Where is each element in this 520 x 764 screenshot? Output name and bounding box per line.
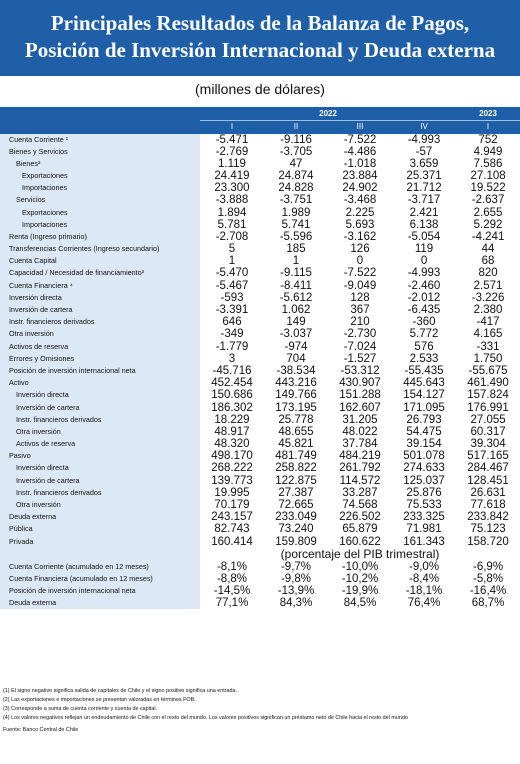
row-value: 150.686 [200,389,264,401]
row-value: 5.781 [200,219,264,231]
row-value: 54.475 [392,426,456,438]
row-value: 27.055 [456,414,520,426]
row-value: 48.655 [264,426,328,438]
row-value: 185 [264,243,328,255]
row-value: 71.981 [392,523,456,535]
table-row [0,475,520,487]
row-value: 158.720 [456,536,520,548]
row-value: 47 [264,158,328,170]
row-value: 284.467 [456,462,520,474]
table-row [0,182,520,194]
row-label: Deuda externa [0,597,200,609]
row-value: 5.292 [456,219,520,231]
row-value: -974 [264,341,328,353]
row-value: 27.387 [264,487,328,499]
row-value: 452.454 [200,377,264,389]
row-label: Activos de reserva [0,341,200,353]
row-value: -9.116 [264,133,328,146]
row-value: 125.037 [392,475,456,487]
row-value: 233.842 [456,511,520,523]
footnote: (4) Los valores negativos reflejan un endeudamiento de Chile con el resto del mundo. Los valores positivos significan un préstamo neto de Chile hacia el resto del mundo [3,715,408,721]
row-value: -8,8% [200,573,264,585]
row-value: 157.824 [456,389,520,401]
row-label: Inversión directa [0,462,200,474]
table-row [0,450,520,462]
row-value: 430.907 [328,377,392,389]
table-row [0,377,520,389]
row-value: 2.380 [456,304,520,316]
table-row [0,426,520,438]
header-blank [0,548,200,561]
row-value: -593 [200,292,264,304]
table-row [0,267,520,279]
row-value: 75.123 [456,523,520,535]
table-row [0,438,520,450]
row-value: 68 [456,255,520,267]
table-row [0,585,520,597]
row-value: -1.018 [328,158,392,170]
row-value: 517.165 [456,450,520,462]
row-value: -13,9% [264,585,328,597]
table-row [0,328,520,340]
row-value: 82.743 [200,523,264,535]
table-row [0,194,520,206]
row-value: 226.502 [328,511,392,523]
row-value: 48.320 [200,438,264,450]
row-value: 77.618 [456,499,520,511]
row-value: 2.421 [392,206,456,218]
row-value: -9,8% [264,573,328,585]
table-row [0,573,520,585]
row-value: -19,9% [328,585,392,597]
row-value: 258.822 [264,462,328,474]
row-value: 23.300 [200,182,264,194]
row-value: 3.659 [392,158,456,170]
table-row [0,499,520,511]
row-value: -53.312 [328,365,392,377]
table-row [0,511,520,523]
table-row [0,401,520,413]
footnotes [3,687,519,735]
table-row [0,389,520,401]
row-value: -8,4% [392,573,456,585]
quarter-header: II [264,120,328,133]
row-value: 4.949 [456,146,520,158]
row-value: -9.115 [264,267,328,279]
year-header-row [0,107,520,120]
row-value: -3.162 [328,231,392,243]
row-value: -6,9% [456,561,520,573]
row-label: Inversión directa [0,292,200,304]
footnote: (1) El signo negativo significa salida de capitales de Chile y el signo positivo significa una entrada. [3,688,238,694]
header-blank [0,107,200,120]
row-label: Importaciones [0,182,200,194]
row-value: -4.241 [456,231,520,243]
table-row [0,133,520,146]
row-value: 445.643 [392,377,456,389]
row-label: Inversión directa [0,389,200,401]
row-value: 39.154 [392,438,456,450]
row-value: 154.127 [392,389,456,401]
row-label: Otra inversión [0,499,200,511]
row-value: 160.622 [328,536,392,548]
quarter-header: IV [392,120,456,133]
row-value: 160.414 [200,536,264,548]
row-value: 25.876 [392,487,456,499]
row-label: Errores y Omisiones [0,353,200,365]
row-value: -45.716 [200,365,264,377]
row-value: 84,3% [264,597,328,609]
row-value: 210 [328,316,392,328]
balance-table-wrapper [0,107,520,609]
row-label: Exportaciones [0,170,200,182]
pib-header: (porcentaje del PIB trimestral) [200,548,520,561]
table-row [0,536,520,548]
row-label: Inversión de cartera [0,304,200,316]
row-value: 128.451 [456,475,520,487]
row-value: 6.138 [392,219,456,231]
year-2022-header: 2022 [200,107,456,120]
row-value: 5 [200,243,264,255]
row-value: -349 [200,328,264,340]
row-value: 0 [392,255,456,267]
row-value: 1.119 [200,158,264,170]
row-value: -2.012 [392,292,456,304]
row-value: -3.717 [392,194,456,206]
row-value: 1 [264,255,328,267]
row-value: -9,7% [264,561,328,573]
table-row [0,561,520,573]
row-value: 24.874 [264,170,328,182]
row-label: Importaciones [0,219,200,231]
row-value: -2.637 [456,194,520,206]
row-value: -10,2% [328,573,392,585]
row-value: 261.792 [328,462,392,474]
row-value: 73.240 [264,523,328,535]
row-value: -5.054 [392,231,456,243]
row-label: Bienes² [0,158,200,170]
row-value: -2.708 [200,231,264,243]
row-label: Transferencias Corrientes (Ingreso secundario) [0,243,200,255]
row-value: 114.572 [328,475,392,487]
row-value: 2.655 [456,206,520,218]
quarter-header: I [456,120,520,133]
row-value: 44 [456,243,520,255]
row-label: Cuenta Corriente (acumulado en 12 meses) [0,561,200,573]
row-label: Activo [0,377,200,389]
quarter-header-row [0,120,520,133]
row-value: 24.828 [264,182,328,194]
row-value: -5.596 [264,231,328,243]
row-value: 2.225 [328,206,392,218]
table-row [0,158,520,170]
row-value: 21.712 [392,182,456,194]
row-value: 76,4% [392,597,456,609]
row-value: 122.875 [264,475,328,487]
row-label: Activos de reserva [0,438,200,450]
row-value: 186.302 [200,401,264,413]
row-value: -3.391 [200,304,264,316]
row-value: -55.435 [392,365,456,377]
row-value: 171.095 [392,401,456,413]
row-value: 162.607 [328,401,392,413]
row-value: -1.527 [328,353,392,365]
row-label: Otra inversión [0,328,200,340]
header-blank [0,120,200,133]
row-value: 45.821 [264,438,328,450]
row-value: 820 [456,267,520,279]
row-value: 126 [328,243,392,255]
row-value: 37.784 [328,438,392,450]
table-row [0,280,520,292]
footnote: (2) Las exportaciones e importaciones se presentan valoradas en términos FOB. [3,697,196,703]
table-row [0,146,520,158]
row-value: 5.693 [328,219,392,231]
row-label: Pasivo [0,450,200,462]
row-value: 233.325 [392,511,456,523]
row-value: 704 [264,353,328,365]
row-value: 5.741 [264,219,328,231]
row-label: Cuenta Capital [0,255,200,267]
row-value: -331 [456,341,520,353]
row-value: -57 [392,146,456,158]
row-label: Privada [0,536,200,548]
row-value: 1.894 [200,206,264,218]
row-value: -7.522 [328,133,392,146]
row-label: Renta (Ingreso primario) [0,231,200,243]
row-value: -2.769 [200,146,264,158]
row-label: Capacidad / Necesidad de financiamiento³ [0,267,200,279]
row-value: 26.793 [392,414,456,426]
row-value: 24.902 [328,182,392,194]
row-value: 68,7% [456,597,520,609]
row-value: 233.049 [264,511,328,523]
row-value: 26.631 [456,487,520,499]
row-label: Exportaciones [0,206,200,218]
row-value: 2.571 [456,280,520,292]
row-value: -38.534 [264,365,328,377]
row-value: 23.884 [328,170,392,182]
title-banner [0,0,520,76]
row-value: -3.705 [264,146,328,158]
row-value: -9.049 [328,280,392,292]
table-row [0,243,520,255]
row-value: 646 [200,316,264,328]
row-value: 24.419 [200,170,264,182]
row-value: -8.411 [264,280,328,292]
row-label: Cuenta Financiera (acumulado en 12 meses) [0,573,200,585]
row-label: Inversión de cartera [0,401,200,413]
title-line-1: Principales Resultados de la Balanza de Pagos, [50,11,470,35]
row-value: -5,8% [456,573,520,585]
year-2023-header: 2023 [456,107,520,120]
row-value: 7.586 [456,158,520,170]
row-value: -10,0% [328,561,392,573]
row-value: 173.195 [264,401,328,413]
row-value: 3 [200,353,264,365]
row-value: 268.222 [200,462,264,474]
row-value: -3.226 [456,292,520,304]
row-value: 501.078 [392,450,456,462]
table-row [0,597,520,609]
row-value: 1.989 [264,206,328,218]
row-value: 75.533 [392,499,456,511]
balance-table [0,107,520,609]
row-value: -5.612 [264,292,328,304]
row-value: 84,5% [328,597,392,609]
row-value: 367 [328,304,392,316]
row-value: 484.219 [328,450,392,462]
row-value: 149.766 [264,389,328,401]
row-label: Cuenta Financiera ⁴ [0,280,200,292]
row-label: Instr. financieros derivados [0,487,200,499]
row-value: 243.157 [200,511,264,523]
table-row [0,341,520,353]
row-value: 27.108 [456,170,520,182]
row-value: -7.024 [328,341,392,353]
row-value: 48.022 [328,426,392,438]
row-value: 159.809 [264,536,328,548]
row-value: -4.486 [328,146,392,158]
row-value: 481.749 [264,450,328,462]
row-value: -2.730 [328,328,392,340]
row-value: 2.533 [392,353,456,365]
table-row [0,462,520,474]
row-value: 4.165 [456,328,520,340]
row-value: 60.317 [456,426,520,438]
table-row [0,353,520,365]
row-value: 48.917 [200,426,264,438]
row-value: -6.435 [392,304,456,316]
table-row [0,231,520,243]
row-value: 151.288 [328,389,392,401]
row-label: Posición de inversión internacional neta [0,585,200,597]
row-label: Instr. financieros derivados [0,414,200,426]
row-value: 25.371 [392,170,456,182]
row-value: 161.343 [392,536,456,548]
row-label: Inversión de cartera [0,475,200,487]
table-row [0,255,520,267]
table-row [0,219,520,231]
row-value: 31.205 [328,414,392,426]
row-label: Instr. financieros derivados [0,316,200,328]
row-value: 1.062 [264,304,328,316]
row-value: 33.287 [328,487,392,499]
row-value: 65.879 [328,523,392,535]
row-value: -3.037 [264,328,328,340]
row-value: -360 [392,316,456,328]
table-row [0,414,520,426]
table-row [0,206,520,218]
row-value: -16,4% [456,585,520,597]
quarter-header: I [200,120,264,133]
table-row [0,523,520,535]
row-value: 5.772 [392,328,456,340]
row-value: -3.468 [328,194,392,206]
quarter-header: III [328,120,392,133]
row-value: 72.665 [264,499,328,511]
row-value: -5.470 [200,267,264,279]
row-value: 149 [264,316,328,328]
row-value: 128 [328,292,392,304]
row-label: Pública [0,523,200,535]
row-value: 70.179 [200,499,264,511]
table-row [0,304,520,316]
row-value: 1 [200,255,264,267]
row-label: Otra inversión [0,426,200,438]
row-value: -8,1% [200,561,264,573]
row-label: Cuenta Corriente ¹ [0,133,200,146]
row-value: 752 [456,133,520,146]
row-value: -7.522 [328,267,392,279]
row-value: -1.779 [200,341,264,353]
row-value: 139.773 [200,475,264,487]
row-value: 1.750 [456,353,520,365]
row-value: 119 [392,243,456,255]
row-value: 176.991 [456,401,520,413]
row-label: Bienes y Servicios [0,146,200,158]
table-body [0,133,520,609]
row-value: 0 [328,255,392,267]
row-label: Servicios [0,194,200,206]
row-label: Posición de inversión internacional neta [0,365,200,377]
row-value: -2.460 [392,280,456,292]
source-note: Fuente: Banco Central de Chile [3,727,79,733]
row-value: -9,0% [392,561,456,573]
row-value: 576 [392,341,456,353]
row-value: -3.751 [264,194,328,206]
row-value: 25.778 [264,414,328,426]
table-row [0,292,520,304]
row-value: 19.522 [456,182,520,194]
row-value: 274.633 [392,462,456,474]
row-value: -417 [456,316,520,328]
row-value: -5.471 [200,133,264,146]
table-row [0,365,520,377]
row-value: -18,1% [392,585,456,597]
table-row [0,170,520,182]
row-value: -55.675 [456,365,520,377]
table-row [0,487,520,499]
row-value: 443.216 [264,377,328,389]
row-value: 74.568 [328,499,392,511]
row-value: -4.993 [392,267,456,279]
row-value: 19.995 [200,487,264,499]
row-value: -14,5% [200,585,264,597]
table-row [0,316,520,328]
title-line-2: Posición de Inversión Internacional y Deuda externa [24,38,496,62]
row-label: Deuda externa [0,511,200,523]
row-value: -4.993 [392,133,456,146]
units-subtitle: (millones de dólares) [195,81,325,97]
row-value: 461.490 [456,377,520,389]
row-value: -3.888 [200,194,264,206]
footnote: (3) Corresponde a suma de cuenta corriente y cuenta de capital. [3,706,158,712]
row-value: 18.229 [200,414,264,426]
row-value: -5.467 [200,280,264,292]
pib-section-header [0,548,520,561]
row-value: 498.170 [200,450,264,462]
row-value: 39.304 [456,438,520,450]
row-value: 77,1% [200,597,264,609]
